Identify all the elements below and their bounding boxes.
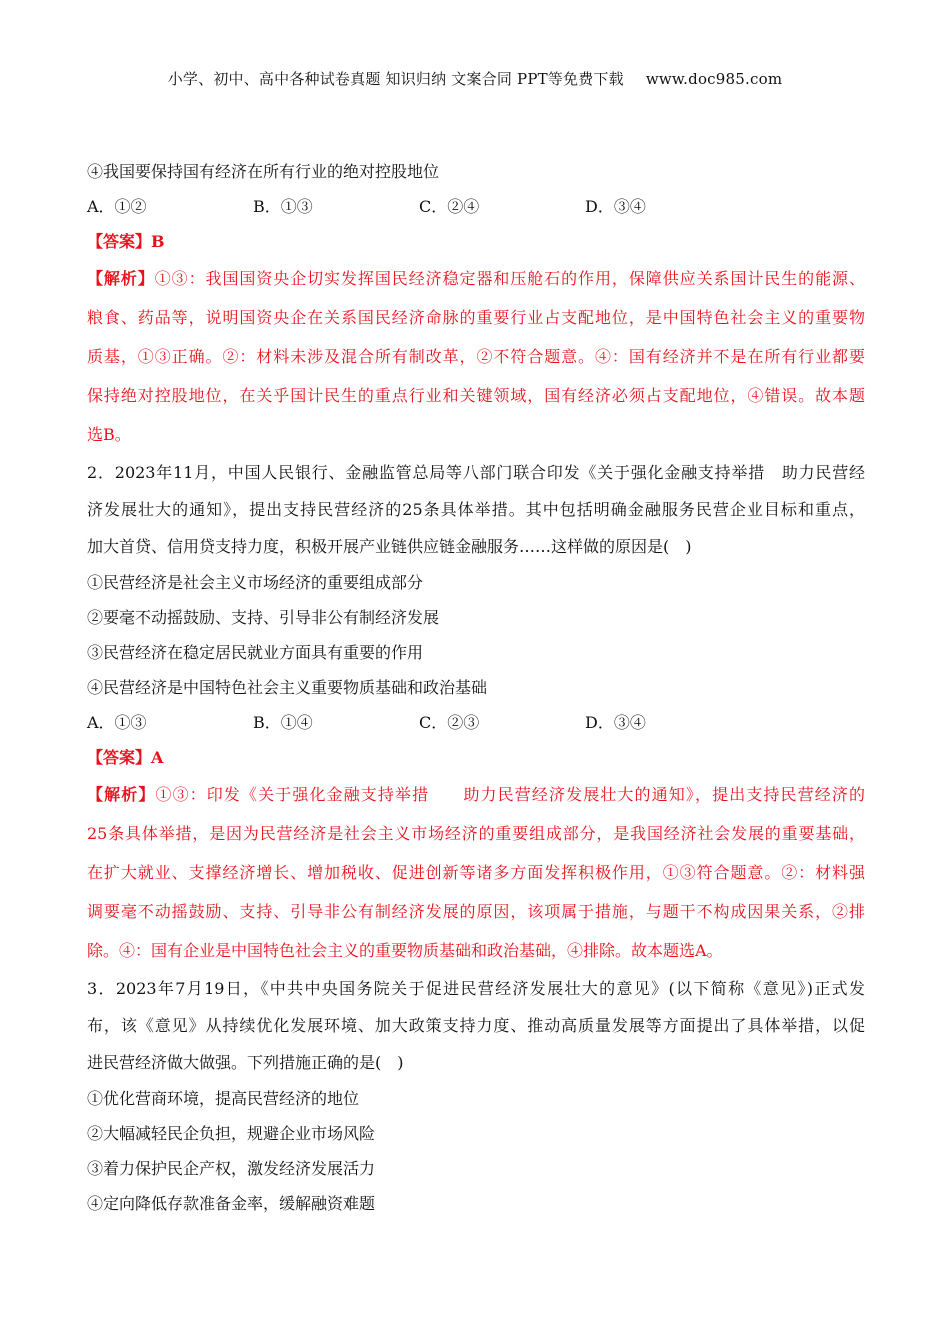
header-text: 小学、初中、高中各种试卷真题 知识归纳 文案合同 PPT等免费下载	[167, 70, 624, 88]
q1-option-4: ④我国要保持国有经济在所有行业的绝对控股地位	[87, 162, 440, 181]
q3-option-2: ②大幅减轻民企负担，规避企业市场风险	[87, 1124, 376, 1143]
analysis-line: 25条具体举措，是因为民营经济是社会主义市场经济的重要组成部分，是我国经济社会发展的重要基础，	[87, 824, 865, 843]
q2-choices	[87, 705, 865, 740]
q3-option-3: ③着力保护民企产权，激发经济发展活力	[87, 1159, 376, 1178]
analysis-label: 【解析】	[87, 785, 156, 804]
stem-line: 济发展壮大的通知》，提出支持民营经济的25条具体举措。其中包括明确金融服务民营企业目标和重点，	[87, 500, 865, 519]
q2-choice-b: B．①④	[253, 713, 313, 732]
analysis-line: 质基，①③正确。②：材料未涉及混合所有制改革，②不符合题意。④：国有经济并不是在所有行业都要	[87, 347, 865, 366]
q2-analysis	[87, 775, 865, 970]
stem-line: 3．2023年7月19日，《中共中央国务院关于促进民营经济发展壮大的意见》(以下简称《意见》)正式发	[87, 979, 865, 998]
analysis-line: 调要毫不动摇鼓励、支持、引导非公有制经济发展的原因，该项属于措施，与题干不构成因果关系，②排	[87, 902, 865, 921]
answer-value: A	[151, 748, 164, 767]
q1-analysis	[87, 259, 865, 454]
stem-line: 布，该《意见》从持续优化发展环境、加大政策支持力度、推动高质量发展等方面提出了具体举措，以促	[87, 1016, 865, 1035]
q2-stem	[87, 454, 865, 565]
q1-choice-c: C．②④	[419, 197, 480, 216]
q2-option-4: ④民营经济是中国特色社会主义重要物质基础和政治基础	[87, 678, 488, 697]
page-header	[0, 68, 950, 89]
analysis-line: 保持绝对控股地位，在关乎国计民生的重点行业和关键领域，国有经济必须占支配地位，④错误。故本题	[87, 386, 865, 405]
answer-value: B	[151, 232, 165, 251]
q1-answer	[87, 224, 865, 259]
q1-choice-a: A．①②	[87, 197, 147, 216]
stem-line: 2．2023年11月，中国人民银行、金融监管总局等八部门联合印发《关于强化金融支持举措 助力民营经	[87, 463, 865, 482]
q2-option-2: ②要毫不动摇鼓励、支持、引导非公有制经济发展	[87, 608, 440, 627]
analysis-line: 粮食、药品等，说明国资央企在关系国民经济命脉的重要行业占支配地位，是中国特色社会主义的重要物	[87, 308, 865, 327]
analysis-line: 【解析】①③：印发《关于强化金融支持举措 助力民营经济发展壮大的通知》，提出支持民营经济的	[87, 785, 865, 804]
stem-line: 加大首贷、信用贷支持力度，积极开展产业链供应链金融服务……这样做的原因是( )	[87, 537, 692, 556]
answer-label: 【答案】	[87, 748, 152, 767]
q2-answer	[87, 740, 865, 775]
analysis-line: 选B。	[87, 425, 131, 444]
q2-choice-a: A．①③	[87, 713, 147, 732]
q2-choice-c: C．②③	[419, 713, 480, 732]
q2-option-3: ③民营经济在稳定居民就业方面具有重要的作用	[87, 643, 424, 662]
q2-choice-d: D．③④	[585, 713, 646, 732]
analysis-label: 【解析】	[87, 269, 155, 288]
q1-choice-b: B．①③	[253, 197, 313, 216]
analysis-line: 在扩大就业、支撑经济增长、增加税收、促进创新等诸多方面发挥积极作用，①③符合题意。②：材料强	[87, 863, 865, 882]
q1-choice-d: D．③④	[585, 197, 646, 216]
document-body	[87, 154, 865, 1221]
header-site: www.doc985.com	[645, 70, 783, 88]
q2-option-1: ①民营经济是社会主义市场经济的重要组成部分	[87, 573, 424, 592]
q3-stem	[87, 970, 865, 1081]
q3-option-4: ④定向降低存款准备金率，缓解融资难题	[87, 1194, 376, 1213]
stem-line: 进民营经济做大做强。下列措施正确的是( )	[87, 1053, 404, 1072]
answer-label: 【答案】	[87, 232, 152, 251]
q1-choices	[87, 189, 865, 224]
analysis-line: 除。④：国有企业是中国特色社会主义的重要物质基础和政治基础，④排除。故本题选A。	[87, 941, 723, 960]
q3-option-1: ①优化营商环境，提高民营经济的地位	[87, 1089, 360, 1108]
analysis-line: 【解析】①③：我国国资央企切实发挥国民经济稳定器和压舱石的作用，保障供应关系国计民生的能源、	[87, 269, 865, 288]
